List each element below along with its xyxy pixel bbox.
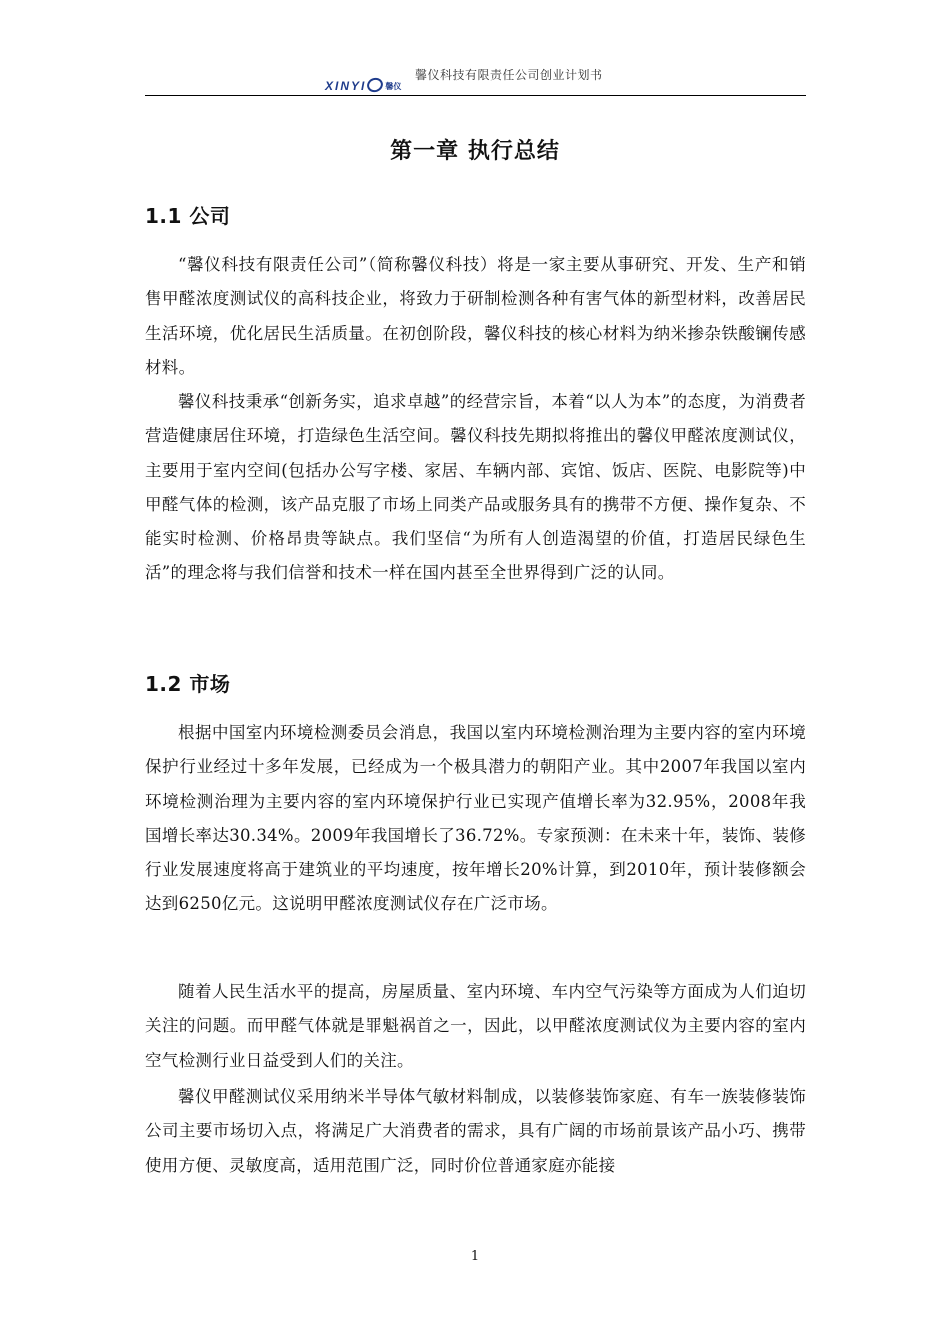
- header-rule: [145, 95, 806, 96]
- page-number: 1: [470, 1249, 480, 1264]
- chapter-title: 第一章 执行总结: [390, 139, 560, 164]
- paragraph: 馨仪科技秉承“创新务实，追求卓越”的经营宗旨，本着“以人为本”的态度，为消费者营造健康居住环境，打造绿色生活空间。馨仪科技先期拟将推出的馨仪甲醛浓度测试仪，主要用于室内空间(包括办公写字楼、家居、车辆内部、宾馆、饭店、医院、电影院等)中甲醛气体的检测，该产品克服了市场上同类产品或服务具有的携带不方便、操作复杂、不能实时检测、价格昂贵等缺点。我们坚信“为所有人创造渴望的价值，打造居民绿色生活”的理念将与我们信誉和技术一样在国内甚至全世界得到广泛的认同。: [145, 392, 806, 583]
- logo-chinese-text: 馨仪: [385, 82, 402, 91]
- header-title: 馨仪科技有限责任公司创业计划书: [415, 68, 603, 82]
- paragraph: 根据中国室内环境检测委员会消息，我国以室内环境检测治理为主要内容的室内环境保护行业经过十多年发展，已经成为一个极具潜力的朝阳产业。其中2007年我国以室内环境检测治理为主要内容的室内环境保护行业已实现产值增长率为32.95%，2008年我国增长率达30.34%。2009年我国增长了36.72%。专家预测：在未来十年，装饰、装修行业发展速度将高于建筑业的平均速度，按年增长20%计算，到2010年，预计装修额会达到6250亿元。这说明甲醛浓度测试仪存在广泛市场。: [145, 723, 806, 914]
- section-heading-market: 1.2 市场: [145, 672, 231, 696]
- section-heading-company: 1.1 公司: [145, 204, 231, 228]
- company-logo: [325, 74, 401, 92]
- paragraph: 随着人民生活水平的提高，房屋质量、室内环境、车内空气污染等方面成为人们迫切关注的问题。而甲醛气体就是罪魁祸首之一，因此，以甲醛浓度测试仪为主要内容的室内空气检测行业日益受到人们的关注。: [145, 982, 806, 1070]
- logo-swoosh-icon: [365, 76, 385, 95]
- logo-text: XINYI: [325, 79, 367, 93]
- paragraph: “馨仪科技有限责任公司”（简称馨仪科技）将是一家主要从事研究、开发、生产和销售甲醛浓度测试仪的高科技企业，将致力于研制检测各种有害气体的新型材料，改善居民生活环境，优化居民生活质量。在初创阶段，馨仪科技的核心材料为纳米掺杂铁酸镧传感材料。: [145, 255, 806, 377]
- page-header: [145, 60, 806, 96]
- paragraph: 馨仪甲醛测试仪采用纳米半导体气敏材料制成，以装修装饰家庭、有车一族装修装饰公司主要市场切入点，将满足广大消费者的需求，具有广阔的市场前景该产品小巧、携带使用方便、灵敏度高，适用范围广泛，同时价位普通家庭亦能接: [145, 1087, 806, 1175]
